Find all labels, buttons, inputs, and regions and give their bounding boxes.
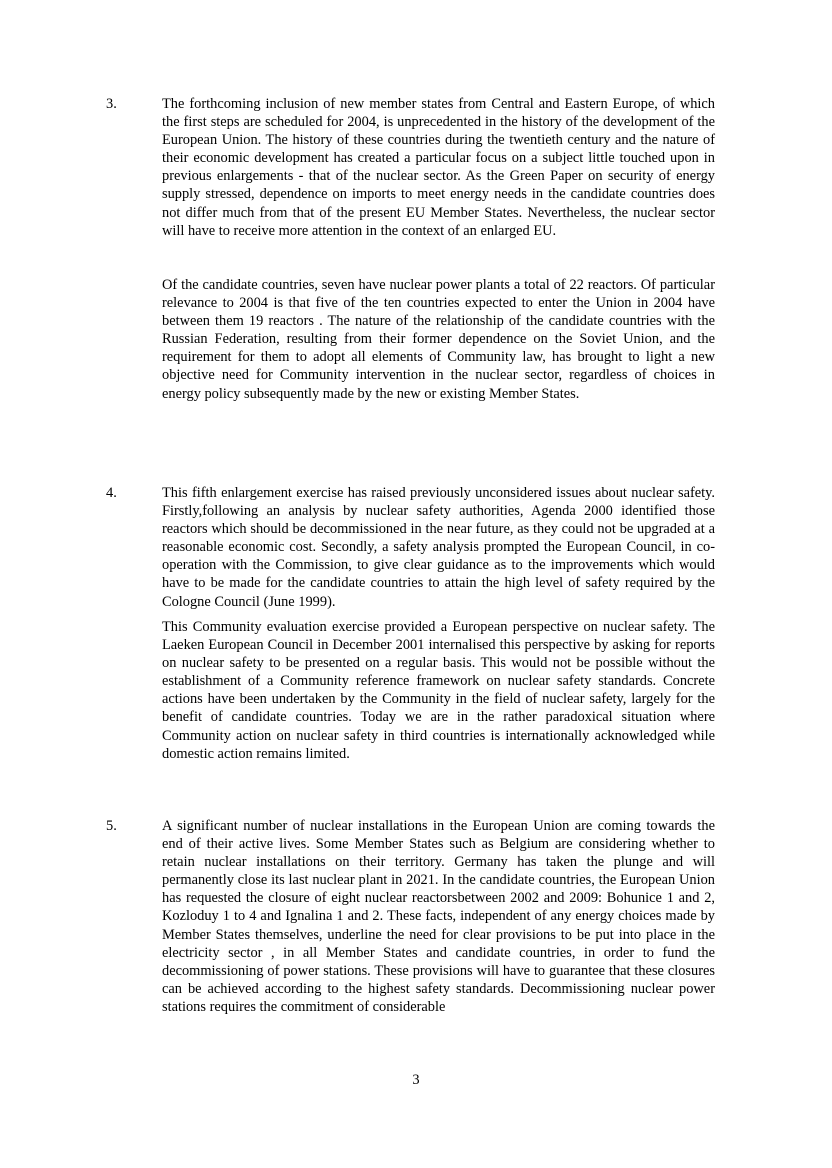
section-number-5: 5. xyxy=(106,818,117,834)
section-number-4: 4. xyxy=(106,485,117,501)
section-3-paragraph-1: The forthcoming inclusion of new member states from Central and Eastern Europe, of which the first steps are scheduled for 2004, is unprecedented in the history of the development of the European Union. The history of these countries during the twentieth century and the nature of their economic development has created a particular focus on a subject little touched upon in previous enlargements - that of the nuclear sector. As the Green Paper on security of energy supply stressed, dependence on imports to meet energy needs in the candidate countries does not differ much from that of the present EU Member States. Nevertheless, the nuclear sector will have to receive more attention in the context of an enlarged EU. xyxy=(162,96,715,239)
section-4-paragraph-1: This fifth enlargement exercise has raised previously unconsidered issues about nuclear safety. Firstly,following an analysis by nuclear safety authorities, Agenda 2000 identified those reactors which should be decommissioned in the near future, as they could not be upgraded at a reasonable economic cost. Secondly, a safety analysis prompted the European Council, in co-operation with the Commission, to give clear guidance as to the improvements which would have to be made for the candidate countries to attain the high level of safety required by the Cologne Council (June 1999). xyxy=(162,485,715,610)
section-number-3: 3. xyxy=(106,96,117,112)
page-number: 3 xyxy=(412,1072,420,1088)
section-4-paragraph-2: This Community evaluation exercise provided a European perspective on nuclear safety. The Laeken European Council in December 2001 internalised this perspective by asking for reports on nuclear safety to be presented on a regular basis. This would not be possible without the establishment of a Community reference framework on nuclear safety standards. Concrete actions have been undertaken by the Community in the field of nuclear safety, largely for the benefit of candidate countries. Today we are in the rather paradoxical situation where Community action on nuclear safety in third countries is internationally acknowledged while domestic action remains limited. xyxy=(162,619,715,762)
section-3-paragraph-2: Of the candidate countries, seven have nuclear power plants a total of 22 reactors. Of particular relevance to 2004 is that five of the ten countries expected to enter the Union in 2004 have between them 19 reactors . The nature of the relationship of the candidate countries with the Russian Federation, resulting from their former dependence on the Soviet Union, and the requirement for them to adopt all elements of Community law, has brought to light a new objective need for Community intervention in the nuclear sector, regardless of choices in energy policy subsequently made by the new or existing Member States. xyxy=(162,277,715,402)
section-5-paragraph-1: A significant number of nuclear installations in the European Union are coming towards the end of their active lives. Some Member States such as Belgium are considering whether to retain nuclear installations on their territory. Germany has taken the plunge and will permanently close its last nuclear plant in 2021. In the candidate countries, the European Union has requested the closure of eight nuclear reactorsbetween 2002 and 2009: Bohunice 1 and 2, Kozloduy 1 to 4 and Ignalina 1 and 2. These facts, independent of any energy choices made by Member States themselves, underline the need for clear provisions to be put into place in the electricity sector , in all Member States and candidate countries, in order to fund the decommissioning of power stations. These provisions will have to guarantee that these closures can be achieved according to the highest safety standards. Decommissioning nuclear power stations requires the commitment of considerable xyxy=(162,818,715,1015)
